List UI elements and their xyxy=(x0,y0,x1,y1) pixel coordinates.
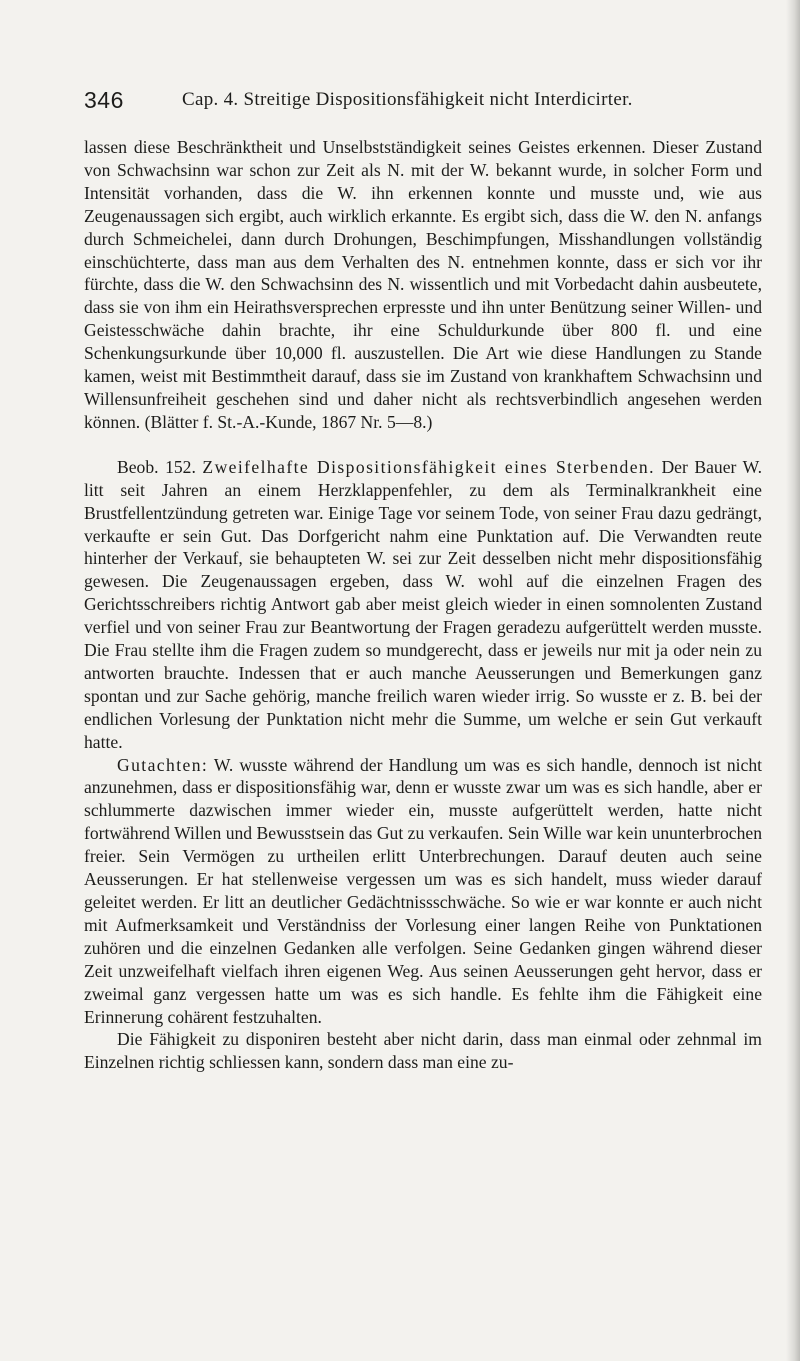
body-text xyxy=(84,136,762,1074)
paragraph-gutachten xyxy=(84,754,762,1029)
observation-heading: Zweifelhafte Dispositionsfähigkeit eines Sterbenden. xyxy=(202,456,655,477)
gutachten-label: Gutachten: xyxy=(117,754,209,775)
observation-text: Der Bauer W. litt seit Jahren an einem Herzklappenfehler, zu dem als Terminalkrankheit eine Brustfellentzündung getreten war. Einige Tage vor seinem Tode, von seiner Frau dazu gedrängt, verkaufte er sein Gut. Das Dorfgericht nahm eine Punktation auf. Die Verwandten reute hinterher der Verkauf, sie behaupteten W. sei zur Zeit desselben nicht mehr dispositionsfähig gewesen. Die Zeugenaussagen ergeben, dass W. wohl auf die einzelnen Fragen des Gerichtsschreibers richtig Antwort gab aber meist gleich wieder in einen somnolenten Zustand verfiel und von seiner Frau zur Beantwortung der Fragen geradezu aufgerüttelt werden musste. Die Frau stellte ihm die Fragen zudem so mundgerecht, dass er jeweils nur mit ja oder nein zu antworten brauchte. Indessen that er auch manche Aeusserungen und Bemerkungen ganz spontan und zur Sache gehörig, manche freilich waren wieder irrig. So wusste er z. B. bei der endlichen Vorlesung der Punktation nicht mehr die Summe, um welche er sein Gut verkauft hatte. xyxy=(84,456,763,752)
page-edge-shadow xyxy=(786,0,800,1361)
running-title: Cap. 4. Streitige Dispositionsfähigkeit nicht Interdicirter. xyxy=(182,89,633,110)
page-header xyxy=(84,80,666,120)
page-number: 346 xyxy=(84,87,124,113)
paragraph-closing: Die Fähigkeit zu disponiren besteht aber nicht darin, dass man einmal oder zehnmal im Einzelnen richtig schliessen kann, sondern dass man eine zu- xyxy=(84,1029,762,1073)
gutachten-text: W. wusste während der Handlung um was es sich handle, dennoch ist nicht anzunehmen, dass er dispositionsfähig war, denn er wusste zwar um was es sich handle, aber er schlummerte dazwischen immer wieder ein, musste aufgerüttelt werden, hatte nicht fortwährend Willen und Bewusstsein das Gut zu verkaufen. Sein Wille war kein ununterbrochen freier. Sein Vermögen zu urtheilen erlitt Unterbrechungen. Darauf deuten auch seine Aeusserungen. Er hat stellenweise vergessen um was es sich handelt, muss wieder darauf geleitet werden. Er litt an deutlicher Gedächtnissschwäche. So wie er war konnte er auch nicht mit Aufmerksamkeit und Verständniss der Vorlesung einer langen Reihe von Punktationen zuhören und die einzelnen Gedanken alle verfolgen. Seine Gedanken gingen während dieser Zeit unzweifelhaft vielfach ihren eigenen Weg. Aus seinen Aeusserungen geht hervor, dass er zweimal ganz vergessen hatte um was es sich handle. Es fehlte ihm die Fähigkeit eine Erinnerung cohärent festzuhalten. xyxy=(84,754,762,1027)
paragraph-gap xyxy=(84,434,762,456)
observation-number: Beob. 152. xyxy=(117,456,203,477)
paragraph-observation-152 xyxy=(84,456,762,754)
paragraph-continuation: lassen diese Beschränktheit und Unselbstständigkeit seines Geistes erkennen. Dieser Zustand von Schwachsinn war schon zur Zeit als N. mit der W. bekannt wurde, in solcher Form und Intensität vorhanden, dass die W. ihn erkennen konnte und musste und, wie aus Zeugenaussagen sich ergibt, auch wirklich erkannte. Es ergibt sich, dass die W. den N. anfangs durch Schmeichelei, dann durch Drohungen, Beschimpfungen, Misshandlungen vollständig einschüchterte, dass man aus dem Verhalten des N. entnehmen konnte, dass er sich vor ihr fürchte, dass die W. den Schwachsinn des N. wissentlich und mit Vorbedacht dahin ausbeutete, dass sie von ihm ein Heirathsversprechen erpresste und ihn unter Benützung seiner Willen- und Geistesschwäche dahin brachte, ihr eine Schuldurkunde über 800 fl. und eine Schenkungsurkunde über 10,000 fl. auszustellen. Die Art wie diese Handlungen zu Stande kamen, weist mit Bestimmtheit darauf, dass sie im Zustand von krankhaftem Schwachsinn und Willensunfreiheit geschehen sind und daher nicht als rechtsverbindlich angesehen werden können. (Blätter f. St.-A.-Kunde, 1867 Nr. 5—8.) xyxy=(84,137,762,432)
